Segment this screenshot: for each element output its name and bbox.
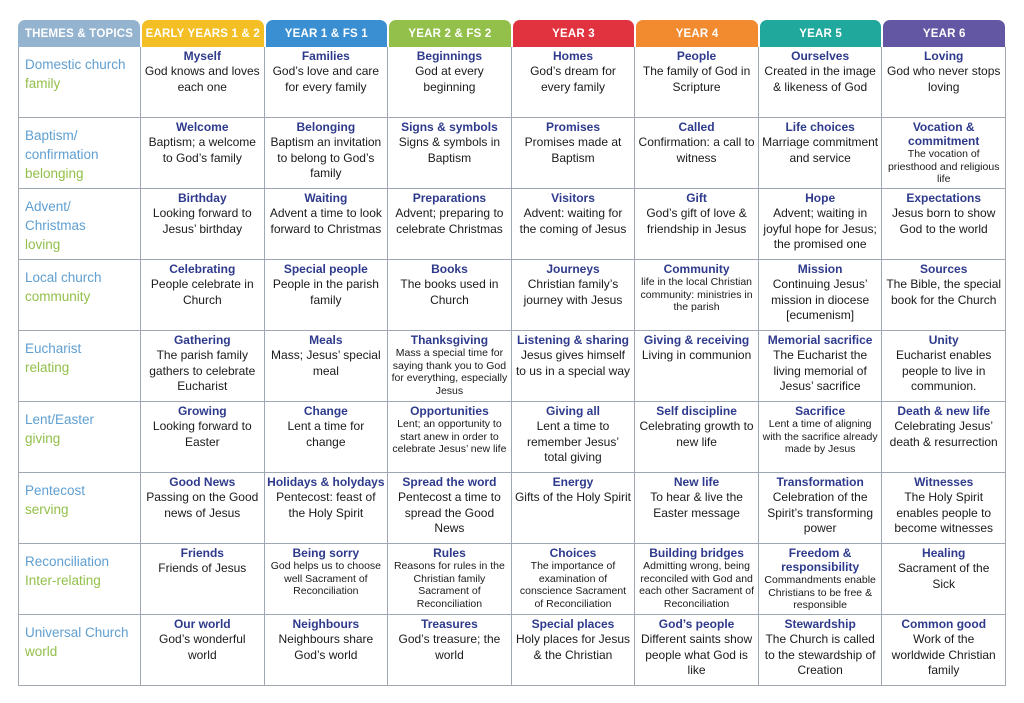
theme-name: Universal Church [25, 625, 129, 640]
topic-cell [635, 544, 759, 615]
topic-description: Celebrating Jesus’ death & resurrection [889, 419, 998, 449]
topic-cell [635, 331, 759, 402]
topic-cell [265, 473, 389, 544]
topic-description: Different saints show people what God is like [640, 632, 753, 677]
topic-title: God’s people [658, 617, 735, 631]
theme-cell [18, 544, 141, 615]
theme-topic: world [25, 644, 58, 659]
topic-description: Celebrating growth to new life [639, 419, 754, 449]
theme-topic: Inter-relating [25, 573, 101, 588]
topic-description: Christian family’s journey with Jesus [523, 277, 623, 307]
topic-title: Freedom & responsibility [781, 546, 860, 574]
topic-title: Special people [283, 262, 368, 276]
topic-cell [512, 260, 636, 331]
topic-description: God at every beginning [415, 64, 484, 94]
topic-cell [759, 615, 883, 686]
topic-title: Waiting [304, 191, 348, 205]
topic-description: Jesus gives himself to us in a special way [515, 348, 631, 378]
topic-title: Myself [183, 49, 221, 63]
topic-description: Pentecost a time to spread the Good News [398, 490, 501, 535]
topic-description: God’s love and care for every family [272, 64, 380, 94]
curriculum-table [18, 20, 1006, 686]
topic-title: Expectations [906, 191, 982, 205]
topic-title: Meals [309, 333, 343, 347]
topic-title: Choices [549, 546, 597, 560]
topic-title: Our world [173, 617, 231, 631]
topic-cell [141, 615, 265, 686]
topic-title: Belonging [296, 120, 356, 134]
topic-description: life in the local Christian community: ministries in the parish [640, 276, 753, 314]
topic-cell [265, 402, 389, 473]
topic-description: Confirmation: a call to witness [638, 135, 755, 165]
topic-cell [512, 402, 636, 473]
topic-title: Called [678, 120, 715, 134]
topic-cell [635, 473, 759, 544]
topic-description: The vocation of priesthood and religious life [887, 148, 1000, 186]
topic-title: Rules [433, 546, 466, 560]
topic-title: Energy [552, 475, 594, 489]
topic-cell [141, 331, 265, 402]
topic-cell [882, 118, 1006, 189]
topic-description: Gifts of the Holy Spirit [514, 490, 632, 504]
topic-description: Commandments enable Christians to be free & responsible [764, 574, 876, 612]
topic-title: Spread the word [402, 475, 497, 489]
topic-cell [388, 47, 512, 118]
topic-cell [388, 260, 512, 331]
topic-description: God who never stops loving [887, 64, 1001, 94]
topic-title: Birthday [177, 191, 227, 205]
topic-cell [882, 189, 1006, 260]
topic-description: The books used in Church [400, 277, 499, 307]
topic-description: Admitting wrong, being reconciled with God and each other Sacrament of Reconciliation [639, 560, 755, 610]
topic-title: Unity [928, 333, 959, 347]
topic-cell [759, 118, 883, 189]
topic-title: Neighbours [292, 617, 360, 631]
topic-title: Journeys [546, 262, 600, 276]
topic-cell [882, 544, 1006, 615]
topic-title: Welcome [176, 120, 229, 134]
topic-title: Giving all [545, 404, 600, 418]
topic-description: Pentecost: feast of the Holy Spirit [276, 490, 376, 520]
topic-title: Memorial sacrifice [767, 333, 873, 347]
topic-description: Mass; Jesus’ special meal [271, 348, 381, 378]
theme-name: Eucharist [25, 341, 82, 356]
topic-title: Life choices [785, 120, 855, 134]
topic-description: People in the parish family [272, 277, 379, 307]
topic-title: Sources [920, 262, 968, 276]
topic-title: New life [673, 475, 720, 489]
topic-cell [882, 331, 1006, 402]
topic-cell [759, 473, 883, 544]
topic-description: Lent a time to remember Jesus’ total giving [526, 419, 619, 464]
topic-description: Living in communion [641, 348, 752, 362]
topic-cell [882, 473, 1006, 544]
theme-cell [18, 473, 141, 544]
topic-description: Advent: waiting for the coming of Jesus [519, 206, 627, 236]
topic-title: Homes [552, 49, 593, 63]
theme-name: Advent/ Christmas [25, 199, 86, 233]
theme-topic: giving [25, 431, 61, 446]
column-header-5: YEAR 4 [636, 20, 758, 47]
topic-title: Special places [531, 617, 615, 631]
theme-topic: serving [25, 502, 69, 517]
topic-description: Looking forward to Jesus’ birthday [152, 206, 252, 236]
topic-description: God’s gift of love & friendship in Jesus [646, 206, 747, 236]
topic-title: Friends [180, 546, 224, 560]
theme-cell [18, 118, 141, 189]
topic-description: The family of God in Scripture [642, 64, 751, 94]
topic-description: The importance of examination of conscience Sacrament of Reconciliation [519, 560, 627, 610]
topic-title: Visitors [551, 191, 595, 205]
topic-cell [388, 118, 512, 189]
topic-description: Celebration of the Spirit’s transforming power [767, 490, 874, 535]
theme-topic: relating [25, 360, 70, 375]
topic-cell [512, 189, 636, 260]
column-header-2: YEAR 1 & FS 1 [266, 20, 388, 47]
topic-cell [635, 615, 759, 686]
theme-name: Domestic church [25, 57, 126, 72]
theme-topic: community [25, 289, 91, 304]
theme-cell [18, 189, 141, 260]
topic-title: Thanksgiving [410, 333, 489, 347]
topic-description: People celebrate in Church [150, 277, 254, 307]
topic-description: God knows and loves each one [144, 64, 260, 94]
topic-cell [512, 331, 636, 402]
topic-title: Families [301, 49, 350, 63]
topic-description: The Eucharist the living memorial of Jesus’ sacrifice [773, 348, 868, 393]
theme-name: Lent/Easter [25, 412, 95, 427]
topic-cell [141, 544, 265, 615]
topic-cell [141, 260, 265, 331]
topic-title: Stewardship [784, 617, 856, 631]
topic-title: Gathering [173, 333, 231, 347]
topic-cell [265, 189, 389, 260]
topic-cell [635, 47, 759, 118]
topic-title: Building bridges [649, 546, 744, 560]
topic-cell [759, 47, 883, 118]
topic-title: Beginnings [416, 49, 483, 63]
topic-cell [512, 47, 636, 118]
topic-cell [882, 615, 1006, 686]
topic-description: Mass a special time for saying thank you to God for everything, especially Jesus [391, 347, 508, 397]
theme-cell [18, 402, 141, 473]
topic-cell [512, 118, 636, 189]
topic-cell [388, 473, 512, 544]
topic-description: Promises made at Baptism [524, 135, 622, 165]
topic-cell [265, 118, 389, 189]
topic-cell [141, 189, 265, 260]
topic-title: Common good [901, 617, 987, 631]
topic-description: Neighbours share God’s world [278, 632, 374, 662]
topic-title: Holidays & holydays [267, 475, 385, 489]
theme-cell [18, 331, 141, 402]
topic-description: Friends of Jesus [158, 561, 247, 575]
topic-description: God’s dream for every family [530, 64, 616, 94]
column-header-themes: THEMES & TOPICS [18, 20, 140, 47]
topic-cell [759, 260, 883, 331]
topic-cell [882, 402, 1006, 473]
topic-title: Books [431, 262, 468, 276]
topic-title: Celebrating [169, 262, 236, 276]
column-header-4: YEAR 3 [513, 20, 635, 47]
topic-title: Transformation [776, 475, 864, 489]
topic-cell [388, 402, 512, 473]
topic-cell [759, 189, 883, 260]
topic-description: Sacrament of the Sick [898, 561, 990, 591]
topic-description: Looking forward to Easter [152, 419, 252, 449]
column-header-7: YEAR 6 [883, 20, 1005, 47]
theme-cell [18, 615, 141, 686]
topic-title: Growing [177, 404, 227, 418]
topic-description: Reasons for rules in the Christian family Sacrament of Reconciliation [393, 560, 505, 610]
topic-cell [265, 544, 389, 615]
theme-topic: loving [25, 237, 61, 252]
topic-title: Vocation & commitment [908, 120, 980, 148]
topic-title: Witnesses [914, 475, 974, 489]
topic-description: Jesus born to show God to the world [892, 206, 996, 236]
theme-name: Local church [25, 270, 102, 285]
topic-description: Signs & symbols in Baptism [398, 135, 501, 165]
topic-title: Good News [169, 475, 236, 489]
column-header-3: YEAR 2 & FS 2 [389, 20, 511, 47]
topic-cell [635, 118, 759, 189]
topic-cell [512, 615, 636, 686]
topic-cell [388, 189, 512, 260]
topic-title: Healing [922, 546, 966, 560]
topic-cell [388, 544, 512, 615]
topic-cell [759, 544, 883, 615]
topic-cell [882, 260, 1006, 331]
column-header-1: EARLY YEARS 1 & 2 [142, 20, 264, 47]
topic-title: Treasures [421, 617, 478, 631]
topic-cell [265, 260, 389, 331]
topic-cell [265, 47, 389, 118]
topic-title: Gift [686, 191, 707, 205]
column-header-6: YEAR 5 [760, 20, 882, 47]
topic-cell [635, 189, 759, 260]
topic-cell [141, 402, 265, 473]
topic-title: Self discipline [656, 404, 737, 418]
topic-title: Community [663, 262, 730, 276]
topic-description: Marriage commitment and service [762, 135, 879, 165]
theme-name: Baptism/ confirmation [25, 128, 99, 162]
topic-description: Lent a time for change [287, 419, 365, 449]
topic-description: God’s wonderful world [159, 632, 246, 662]
topic-cell [141, 473, 265, 544]
topic-title: People [676, 49, 717, 63]
topic-cell [141, 47, 265, 118]
topic-cell [512, 473, 636, 544]
theme-topic: family [25, 76, 61, 91]
topic-cell [759, 402, 883, 473]
topic-title: Opportunities [410, 404, 489, 418]
topic-title: Hope [805, 191, 836, 205]
topic-description: Lent; an opportunity to start anew in order to celebrate Jesus’ new life [392, 418, 507, 456]
topic-title: Death & new life [897, 404, 991, 418]
topic-description: Continuing Jesus’ mission in diocese [ecumenism] [771, 277, 870, 322]
topic-cell [265, 331, 389, 402]
topic-cell [388, 615, 512, 686]
topic-title: Giving & receiving [643, 333, 750, 347]
topic-cell [512, 544, 636, 615]
topic-description: Holy places for Jesus & the Christian [515, 632, 631, 662]
topic-title: Loving [924, 49, 964, 63]
topic-title: Sacrifice [795, 404, 846, 418]
topic-cell [265, 615, 389, 686]
topic-cell [635, 402, 759, 473]
topic-description: To hear & live the Easter message [650, 490, 743, 520]
topic-description: Created in the image & likeness of God [764, 64, 876, 94]
topic-title: Change [303, 404, 348, 418]
topic-description: Baptism; a welcome to God’s family [148, 135, 256, 165]
theme-cell [18, 47, 141, 118]
theme-topic: belonging [25, 166, 84, 181]
topic-title: Promises [545, 120, 600, 134]
topic-description: Lent a time of aligning with the sacrifice already made by Jesus [762, 418, 878, 456]
topic-description: Eucharist enables people to live in communion. [896, 348, 992, 393]
topic-title: Ourselves [791, 49, 850, 63]
topic-description: Work of the worldwide Christian family [891, 632, 996, 677]
topic-title: Listening & sharing [516, 333, 629, 347]
topic-description: God’s treasure; the world [398, 632, 501, 662]
topic-description: The parish family gathers to celebrate Eucharist [149, 348, 256, 393]
topic-description: The Bible, the special book for the Church [886, 277, 1002, 307]
theme-name: Pentecost [25, 483, 86, 498]
topic-title: Mission [797, 262, 843, 276]
topic-title: Signs & symbols [401, 120, 498, 134]
topic-description: God helps us to choose well Sacrament of Reconciliation [270, 560, 382, 598]
topic-description: Passing on the Good news of Jesus [146, 490, 259, 520]
topic-title: Being sorry [292, 546, 360, 560]
topic-cell [635, 260, 759, 331]
topic-description: Advent; preparing to celebrate Christmas [395, 206, 504, 236]
topic-description: Advent a time to look forward to Christmas [269, 206, 382, 236]
theme-name: Reconciliation [25, 554, 110, 569]
topic-description: The Church is called to the stewardship of Creation [764, 632, 876, 677]
topic-description: Baptism an invitation to belong to God’s family [270, 135, 382, 180]
topic-cell [141, 118, 265, 189]
theme-cell [18, 260, 141, 331]
topic-cell [882, 47, 1006, 118]
topic-description: Advent; waiting in joyful hope for Jesus; the promised one [763, 206, 877, 251]
topic-title: Preparations [412, 191, 487, 205]
topic-cell [388, 331, 512, 402]
topic-cell [759, 331, 883, 402]
topic-description: The Holy Spirit enables people to become witnesses [894, 490, 994, 535]
